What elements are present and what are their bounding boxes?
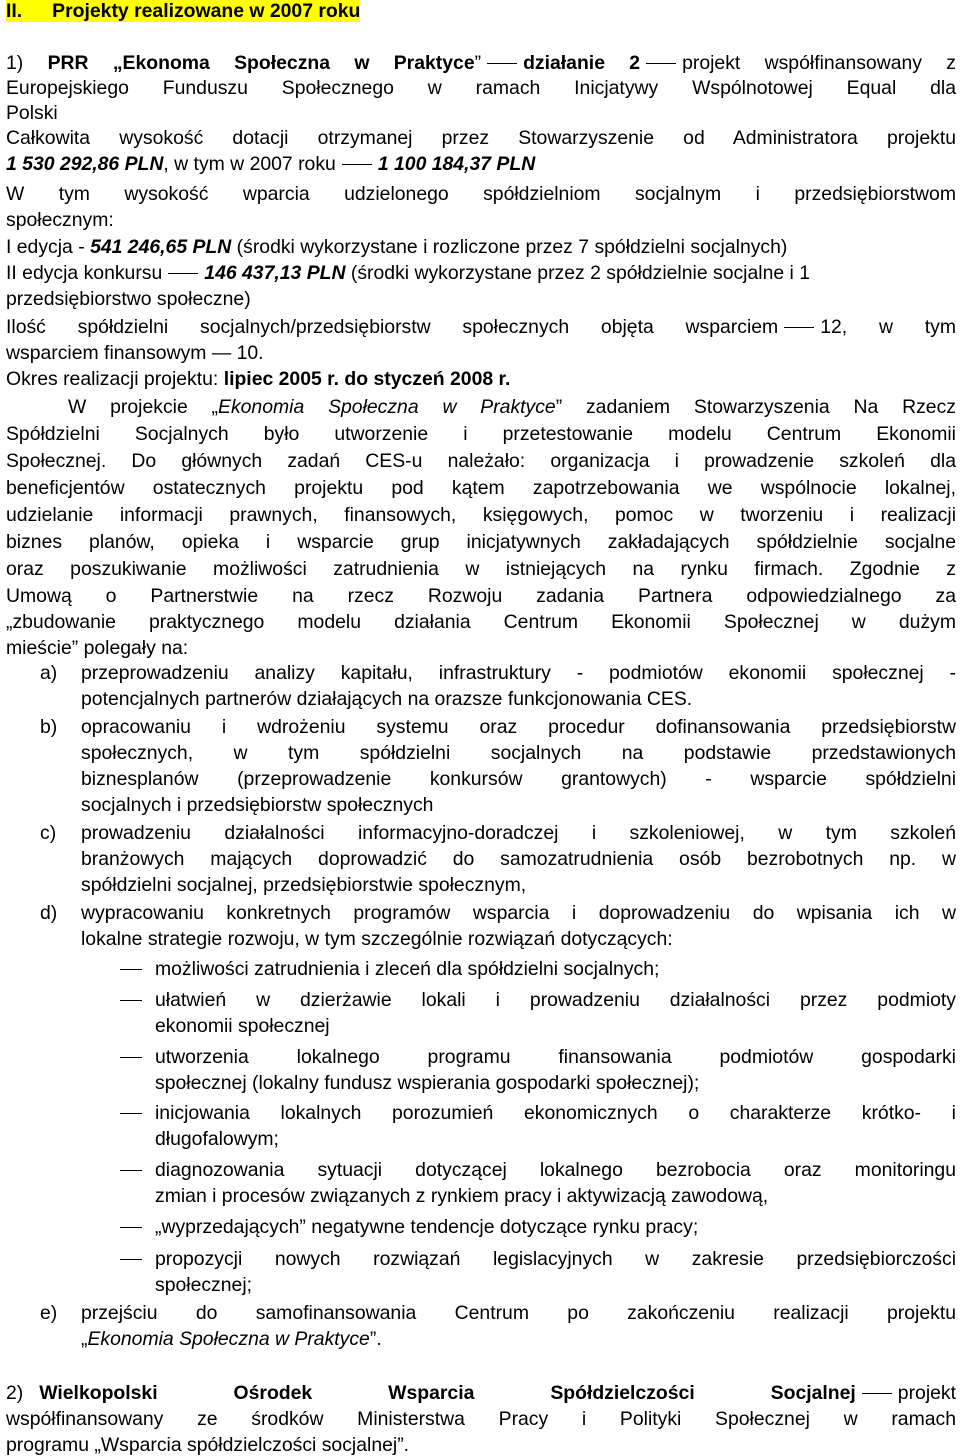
em-dash — [646, 63, 676, 64]
project-1-line-7: społecznym: — [6, 209, 114, 231]
dash-bullet — [120, 1227, 142, 1228]
dash-item-line: społecznej (lokalny fundusz wspierania gospodarki społecznej); — [155, 1072, 700, 1094]
list-item-line: prowadzeniu działalności informacyjno-doradczej i szkoleniowej, w tym szkoleń — [81, 822, 956, 844]
dash-bullet — [120, 1113, 142, 1114]
list-label: d) — [40, 902, 58, 924]
list-label: c) — [40, 822, 57, 844]
grant-2007-amount: 1 100 184,37 PLN — [377, 153, 536, 175]
paragraph-line: oraz poszukiwanie możliwości zatrudnienia w istniejących na rynku firmach. Zgodnie z — [6, 558, 956, 580]
dash-item-line: inicjowania lokalnych porozumień ekonomicznych o charakterze krótko- i — [155, 1102, 956, 1124]
edition-2-amount: 146 437,13 PLN — [204, 262, 346, 284]
dash-item-line: ułatwień w dzierżawie lokali i prowadzeniu działalności przez podmioty — [155, 989, 956, 1011]
section-number: II. — [6, 0, 23, 22]
section-title: Projekty realizowane w 2007 roku — [52, 0, 361, 22]
project-period: Okres realizacji projektu: lipiec 2005 r. do styczeń 2008 r. — [6, 368, 511, 390]
list-item-line: socjalnych i przedsiębiorstw społecznych — [81, 794, 434, 816]
project-2-name: Wielkopolski Ośrodek Wsparcia Spółdzielczości Socjalnej — [39, 1382, 856, 1404]
project-1-line-4: Całkowita wysokość dotacji otrzymanej przez Stowarzyszenie od Administratora projektu — [6, 127, 956, 149]
project-1-line-1: 1) PRR „Ekonoma Społeczna w Praktyce” działanie 2 projekt współfinansowany z — [6, 52, 956, 74]
dash-item-line: propozycji nowych rozwiązań legislacyjnych w zakresie przedsiębiorczości — [155, 1248, 956, 1270]
project-1-line-6: W tym wysokość wparcia udzielonego spółdzielniom socjalnym i przedsiębiorstwom — [6, 183, 956, 205]
list-label: a) — [40, 662, 58, 684]
project-period-value: lipiec 2005 r. do styczeń 2008 r. — [223, 368, 511, 390]
dash-item-line: społecznej; — [155, 1274, 253, 1296]
paragraph-line: Spółdzielni Socjalnych było utworzenie i przetestowanie modelu Centrum Ekonomii — [6, 423, 956, 445]
list-item-line: wypracowaniu konkretnych programów wsparcia i doprowadzeniu do wpisania ich w — [81, 902, 956, 924]
list-item-line: przejściu do samofinansowania Centrum po zakończeniu realizacji projektu — [81, 1302, 956, 1324]
list-label: b) — [40, 716, 58, 738]
dash-item-line: możliwości zatrudnienia i zleceń dla spółdzielni socjalnych; — [155, 958, 660, 980]
paragraph-line: udzielanie informacji prawnych, finansowych, księgowych, pomoc w tworzeniu i realizacji — [6, 504, 956, 526]
project-1-line-12: wsparciem finansowym — 10. — [6, 342, 264, 364]
project-2-line-1: 2) Wielkopolski Ośrodek Wsparcia Spółdzielczości Socjalnej projekt — [6, 1382, 956, 1404]
list-item-line: opracowaniu i wdrożeniu systemu oraz procedur dofinansowania przedsiębiorstw — [81, 716, 956, 738]
list-item-line: przeprowadzeniu analizy kapitału, infrastruktury - podmiotów ekonomii społecznej - — [81, 662, 956, 684]
edition-1: I edycja - 541 246,65 PLN (środki wykorzystane i rozliczone przez 7 spółdzielni socjalnych) — [6, 236, 788, 258]
section-heading — [6, 0, 956, 22]
paragraph-line: beneficjentów ostatecznych projektu pod kątem zapotrzebowania we wspólnocie lokalnej, — [6, 477, 956, 499]
paragraph-line: Umową o Partnerstwie na rzecz Rozwoju zadania Partnera odpowiedzialnego za — [6, 585, 956, 607]
dash-item-line: ekonomii społecznej — [155, 1015, 330, 1037]
project-2-line-3: programu „Wsparcia spółdzielczości socjalnej”. — [6, 1434, 410, 1456]
total-grant-amount: 1 530 292,86 PLN — [6, 153, 164, 175]
dash-bullet — [120, 969, 142, 970]
edition-2: II edycja konkursu 146 437,13 PLN (środki wykorzystane przez 2 spółdzielnie socjalne i 1 — [6, 262, 811, 284]
dash-bullet — [120, 1000, 142, 1001]
dash-item-line: zmian i procesów związanych z rynkiem pracy i aktywizacją zawodową, — [155, 1185, 769, 1207]
dash-item-line: długofalowym; — [155, 1128, 279, 1150]
project-1-line-3: Polski — [6, 102, 58, 124]
project-1-line-11: Ilość spółdzielni socjalnych/przedsiębiorstw społecznych objęta wsparciem 12, w tym — [6, 316, 956, 338]
list-item-line: potencjalnych partnerów działających na orazsze funkcjonowania CES. — [81, 688, 693, 710]
project-1-name: PRR „Ekonoma Społeczna w Praktyce — [47, 52, 475, 74]
dash-item-line: „wyprzedających” negatywne tendencje dotyczące rynku pracy; — [155, 1216, 699, 1238]
list-item-line: branżowych mających doprowadzić do samozatrudnienia osób bezrobotnych np. w — [81, 848, 956, 870]
dash-bullet — [120, 1259, 142, 1260]
project-1-line-2: Europejskiego Funduszu Społecznego w ramach Inicjatywy Wspólnotowej Equal dla — [6, 77, 956, 99]
project-1-amounts: 1 530 292,86 PLN, w tym w 2007 roku 1 100 184,37 PLN — [6, 153, 536, 175]
project-2-line-2: współfinansowany ze środków Ministerstwa Pracy i Polityki Społecznej w ramach — [6, 1408, 956, 1430]
list-item-line: spółdzielni socjalnej, przedsiębiorstwie społecznym, — [81, 874, 527, 896]
list-item-line: „Ekonomia Społeczna w Praktyce”. — [81, 1328, 382, 1350]
paragraph-line: „zbudowanie praktycznego modelu działania Centrum Ekonomii Społecznej w dużym — [6, 611, 956, 633]
paragraph-line: W projekcie „Ekonomia Społeczna w Praktyce” zadaniem Stowarzyszenia Na Rzecz — [68, 396, 956, 418]
dash-item-line: diagnozowania sytuacji dotyczącej lokalnego bezrobocia oraz monitoringu — [155, 1159, 956, 1181]
project-1-line-10: przedsiębiorstwo społeczne) — [6, 288, 251, 310]
list-label: e) — [40, 1302, 58, 1324]
list-item-line: społecznych, w tym spółdzielni socjalnych na podstawie przedstawionych — [81, 742, 956, 764]
list-item-line: lokalne strategie rozwoju, w tym szczególnie rozwiązań dotyczących: — [81, 928, 673, 950]
dash-bullet — [120, 1170, 142, 1171]
edition-1-amount: 541 246,65 PLN — [90, 236, 232, 258]
dash-bullet — [120, 1057, 142, 1058]
dash-item-line: utworzenia lokalnego programu finansowania podmiotów gospodarki — [155, 1046, 956, 1068]
list-item-line: biznesplanów (przeprowadzenie konkursów grantowych) - wsparcie spółdzielni — [81, 768, 956, 790]
paragraph-line: biznes planów, opieka i wsparcie grup inicjatywnych zakładających spółdzielnie socjalne — [6, 531, 956, 553]
paragraph-line: Społecznej. Do głównych zadań CES-u należało: organizacja i prowadzenie szkoleń dla — [6, 450, 956, 472]
paragraph-line: mieście” polegały na: — [6, 637, 189, 659]
em-dash — [487, 63, 517, 64]
